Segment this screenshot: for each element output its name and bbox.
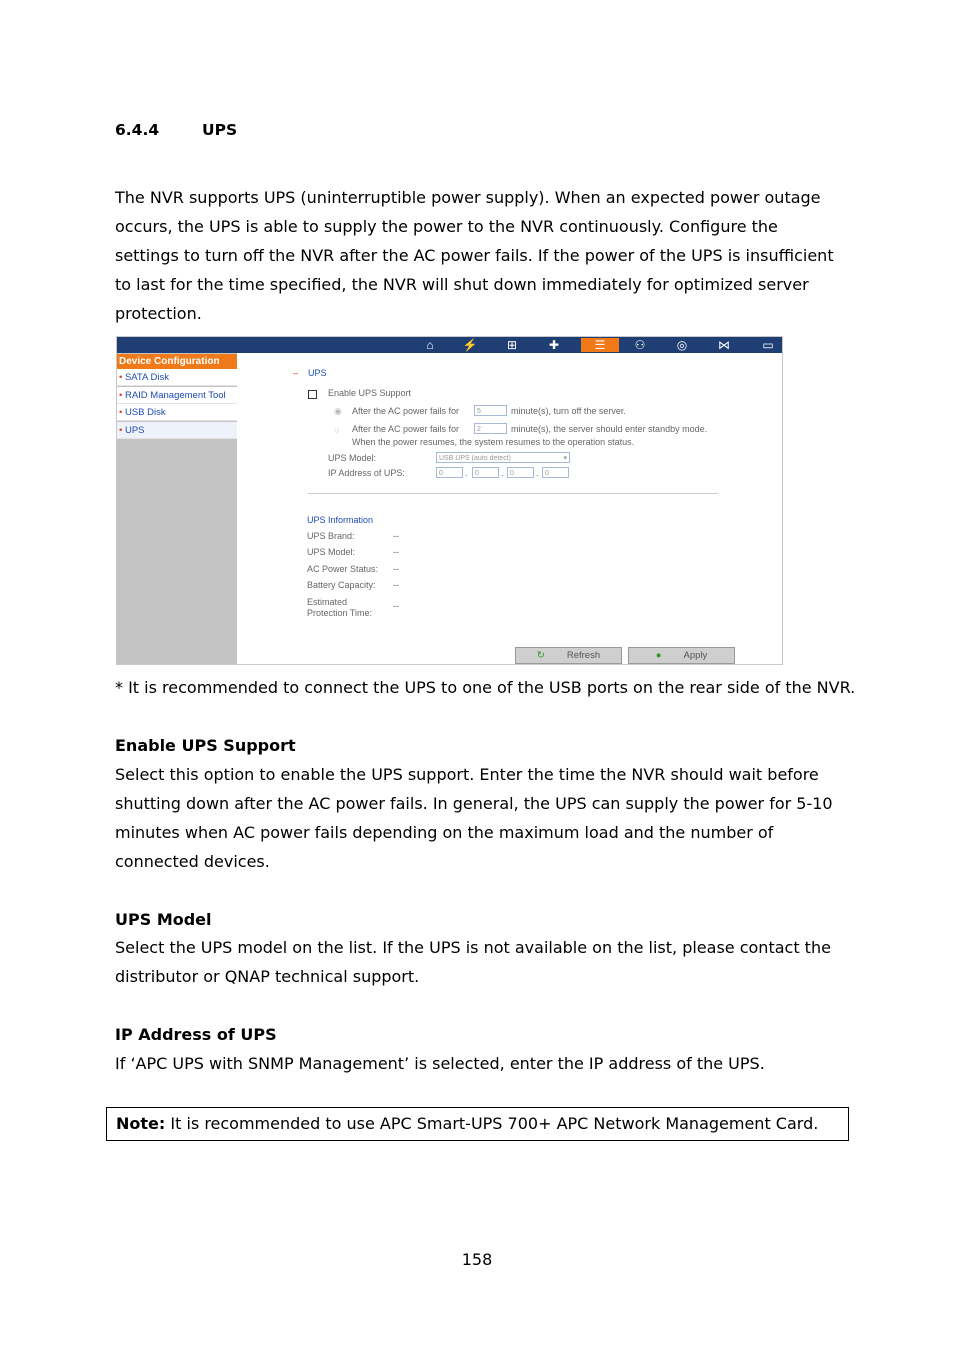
logs-icon[interactable]: ▭ bbox=[762, 338, 774, 352]
sidebar-item-raid-management-tool[interactable]: • RAID Management Tool bbox=[117, 387, 237, 404]
sidebar-item-label: UPS bbox=[124, 425, 145, 436]
option-shutdown-radio[interactable]: ◉ bbox=[334, 406, 342, 416]
users-icon[interactable]: ⚇ bbox=[634, 338, 646, 352]
option-standby-note: When the power resumes, the system resumes to the operation status. bbox=[352, 437, 635, 447]
enable-ups-paragraph: Select this option to enable the UPS support. Enter the time the NVR should wait before shutting down after the AC power fails. In general, the UPS can supply the power for 5-10 minutes when AC power fails depending on the maximum load and the number of connected devices. bbox=[115, 765, 833, 871]
page-number: 158 bbox=[461, 1250, 493, 1269]
section-title: UPS bbox=[202, 121, 238, 139]
ups-brand-value: -- bbox=[393, 531, 399, 541]
network-icon[interactable]: ⚡ bbox=[462, 338, 478, 352]
ip-octet-2-input[interactable]: 0 bbox=[472, 467, 499, 478]
ups-model-info-label: UPS Model: bbox=[307, 547, 356, 557]
chevron-down-icon: ▾ bbox=[563, 455, 567, 462]
battery-capacity-label: Battery Capacity: bbox=[307, 580, 376, 590]
system-icon[interactable]: ⊞ bbox=[506, 338, 518, 352]
estimated-time-label-2: Protection Time: bbox=[307, 608, 373, 618]
camera-icon[interactable]: ◎ bbox=[676, 338, 688, 352]
shutdown-minutes-input[interactable]: 5 bbox=[474, 405, 507, 416]
intro-paragraph: The NVR supports UPS (uninterruptible power supply). When an expected power outage occurs, the UPS is able to supply the power to the NVR continuously. Configure the settings to turn off the NVR after the AC power fails. If the power of the UPS is insufficient to last for the time specified, the NVR will shut down immediately for optimized server protection. bbox=[115, 188, 834, 323]
note-box bbox=[106, 1107, 849, 1141]
option-shutdown-prefix: After the AC power fails for bbox=[352, 406, 460, 416]
section-number: 6.4.4 bbox=[115, 121, 160, 139]
ups-model-paragraph: Select the UPS model on the list. If the UPS is not available on the list, please contact the distributor or QNAP technical support. bbox=[115, 938, 831, 986]
battery-capacity-value: -- bbox=[393, 580, 399, 590]
sidebar-item-label: SATA Disk bbox=[124, 372, 169, 383]
ip-address-paragraph: If ‘APC UPS with SNMP Management’ is selected, enter the IP address of the UPS. bbox=[115, 1054, 765, 1073]
enable-ups-heading: Enable UPS Support bbox=[115, 736, 296, 755]
ups-brand-label: UPS Brand: bbox=[307, 531, 355, 541]
refresh-icon: ↻ bbox=[536, 650, 545, 661]
enable-ups-label: Enable UPS Support bbox=[328, 388, 412, 398]
refresh-label: Refresh bbox=[566, 650, 601, 661]
estimated-time-value: -- bbox=[393, 601, 399, 611]
option-shutdown-suffix: minute(s), turn off the server. bbox=[511, 406, 626, 416]
ip-address-heading: IP Address of UPS bbox=[115, 1025, 277, 1044]
ip-octet-3-input[interactable]: 0 bbox=[507, 467, 534, 478]
ups-info-title: UPS Information bbox=[307, 515, 374, 525]
standby-minutes-input[interactable]: 2 bbox=[474, 423, 507, 434]
collapse-icon[interactable]: – bbox=[293, 368, 299, 378]
refresh-button[interactable] bbox=[515, 647, 622, 664]
ups-model-value: USB UPS (auto detect) bbox=[439, 455, 511, 462]
ip-separator: . bbox=[465, 468, 468, 478]
sidebar-item-ups[interactable]: • UPS bbox=[117, 422, 237, 439]
ups-model-info-value: -- bbox=[393, 547, 399, 557]
sidebar-title: Device Configuration bbox=[117, 354, 237, 369]
ip-octet-4-input[interactable]: 0 bbox=[542, 467, 569, 478]
ups-model-label: UPS Model: bbox=[328, 453, 377, 463]
sidebar-item-label: USB Disk bbox=[124, 407, 166, 418]
device-config-icon[interactable]: ☰ bbox=[581, 338, 619, 352]
ups-model-heading: UPS Model bbox=[115, 910, 212, 929]
option-standby-suffix: minute(s), the server should enter standby mode. bbox=[511, 424, 708, 434]
sidebar-item-label: RAID Management Tool bbox=[124, 390, 226, 401]
note-text: It is recommended to use APC Smart-UPS 700+ APC Network Management Card. bbox=[165, 1114, 819, 1133]
ip-octet-1-input[interactable]: 0 bbox=[436, 467, 463, 478]
sidebar-item-sata-disk[interactable]: • SATA Disk bbox=[117, 369, 237, 386]
ac-power-status-label: AC Power Status: bbox=[307, 564, 379, 574]
sidebar-item-usb-disk[interactable]: • USB Disk bbox=[117, 404, 237, 421]
plugin-icon[interactable]: ✚ bbox=[548, 338, 560, 352]
option-standby-prefix: After the AC power fails for bbox=[352, 424, 460, 434]
option-standby-radio[interactable]: ○ bbox=[334, 425, 340, 435]
ip-separator: . bbox=[501, 468, 504, 478]
note-label: Note: bbox=[116, 1114, 166, 1133]
ups-section-title: UPS bbox=[308, 368, 327, 378]
ac-power-status-value: -- bbox=[393, 564, 399, 574]
footnote: * It is recommended to connect the UPS to one of the USB ports on the rear side of the NVR. bbox=[115, 678, 856, 697]
tools-icon[interactable]: ⋈ bbox=[718, 338, 730, 352]
apply-button[interactable] bbox=[628, 647, 735, 664]
ip-separator: . bbox=[536, 468, 539, 478]
ip-address-label: IP Address of UPS: bbox=[328, 468, 405, 478]
top-toolbar bbox=[117, 337, 783, 353]
ups-model-select[interactable] bbox=[436, 452, 570, 463]
apply-icon: ● bbox=[655, 650, 662, 661]
home-icon[interactable]: ⌂ bbox=[426, 338, 434, 352]
ups-settings-screenshot bbox=[116, 336, 783, 665]
estimated-time-label-1: Estimated bbox=[307, 597, 348, 607]
apply-label: Apply bbox=[683, 650, 708, 661]
divider bbox=[308, 493, 718, 494]
sidebar bbox=[117, 353, 237, 665]
enable-ups-checkbox[interactable] bbox=[308, 390, 317, 399]
